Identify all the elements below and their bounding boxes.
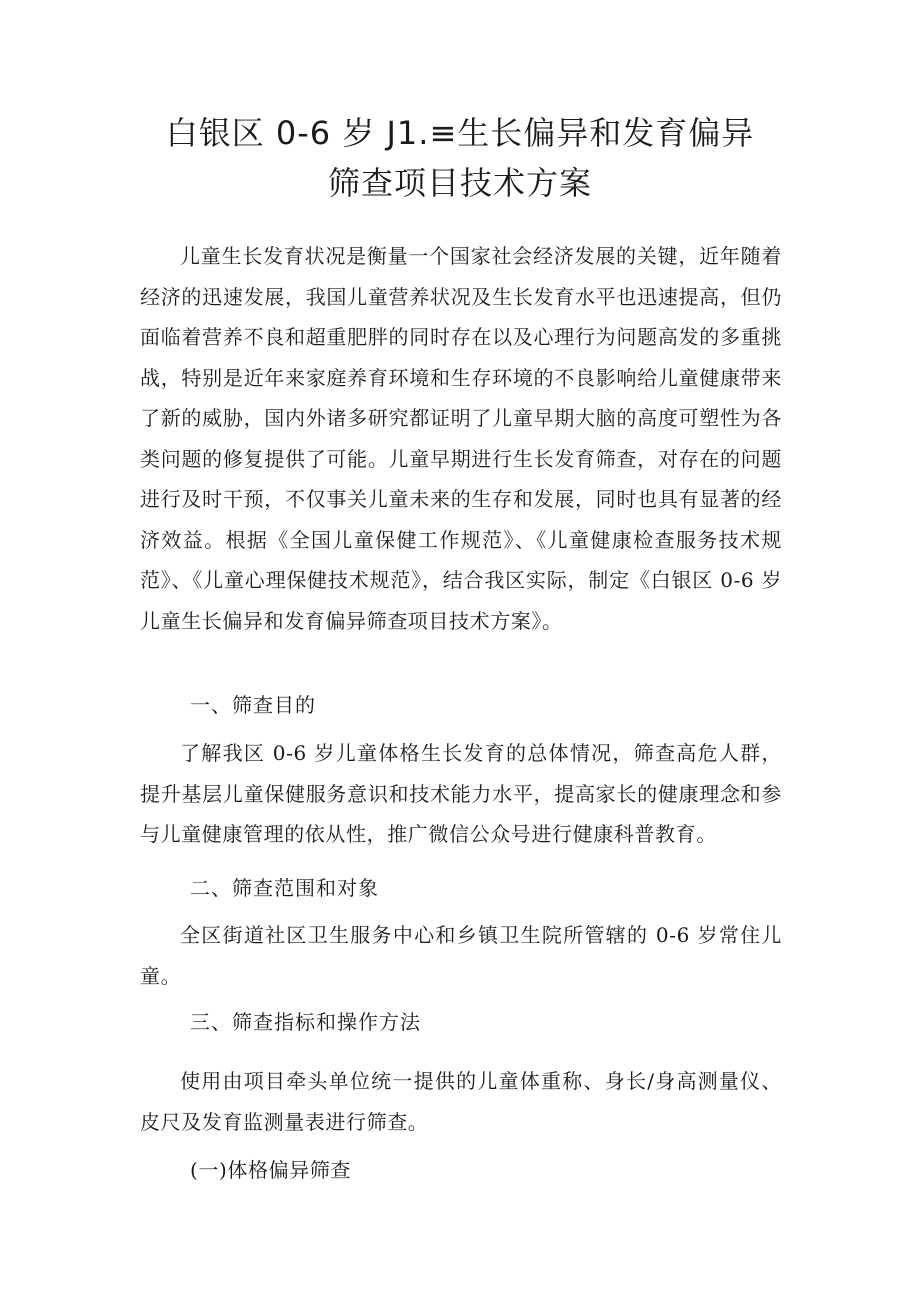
document-title-line-2: 筛查项目技术方案 (327, 164, 592, 202)
section-heading-methods: 三、筛查指标和操作方法 (190, 1010, 421, 1034)
document-title-line-1: 白银区 0-6 岁 J1.≡生长偏异和发育偏异 (165, 114, 755, 152)
section-heading-scope: 二、筛查范围和对象 (190, 876, 379, 900)
section-body-purpose: 了解我区 0-6 岁儿童体格生长发育的总体情况，筛查高危人群，提升基层儿童保健服务意识和技术能力水平，提高家长的健康理念和参与儿童健康管理的依从性，推广微信公众号进行健康科普教育。 (140, 741, 782, 846)
section-heading-purpose: 一、筛查目的 (190, 693, 316, 717)
section-body-scope: 全区街道社区卫生服务中心和乡镇卫生院所管辖的 0-6 岁常住儿童。 (140, 923, 782, 988)
intro-paragraph: 儿童生长发育状况是衡量一个国家社会经济发展的关键，近年随着经济的迅速发展，我国儿童营养状况及生长发育水平也迅速提高，但仍面临着营养不良和超重肥胖的同时存在以及心理行为问题高发的多重挑战，特别是近年来家庭养育环境和生存环境的不良影响给儿童健康带来了新的威胁，国内外诸多研究都证明了儿童早期大脑的高度可塑性为各类问题的修复提供了可能。儿童早期进行生长发育筛查，对存在的问题进行及时干预，不仅事关儿童未来的生存和发展，同时也具有显著的经济效益。根据《全国儿童保健工作规范》、《儿童健康检查服务技术规范》、《儿童心理保健技术规范》，结合我区实际，制定《白银区 0-6 岁儿童生长偏异和发育偏异筛查项目技术方案》。 (140, 244, 782, 633)
subsection-heading-physical-screening: (一)体格偏异筛查 (190, 1158, 352, 1182)
section-body-methods: 使用由项目牵头单位统一提供的儿童体重称、身长/身高测量仪、皮尺及发育监测量表进行筛查。 (140, 1069, 782, 1134)
